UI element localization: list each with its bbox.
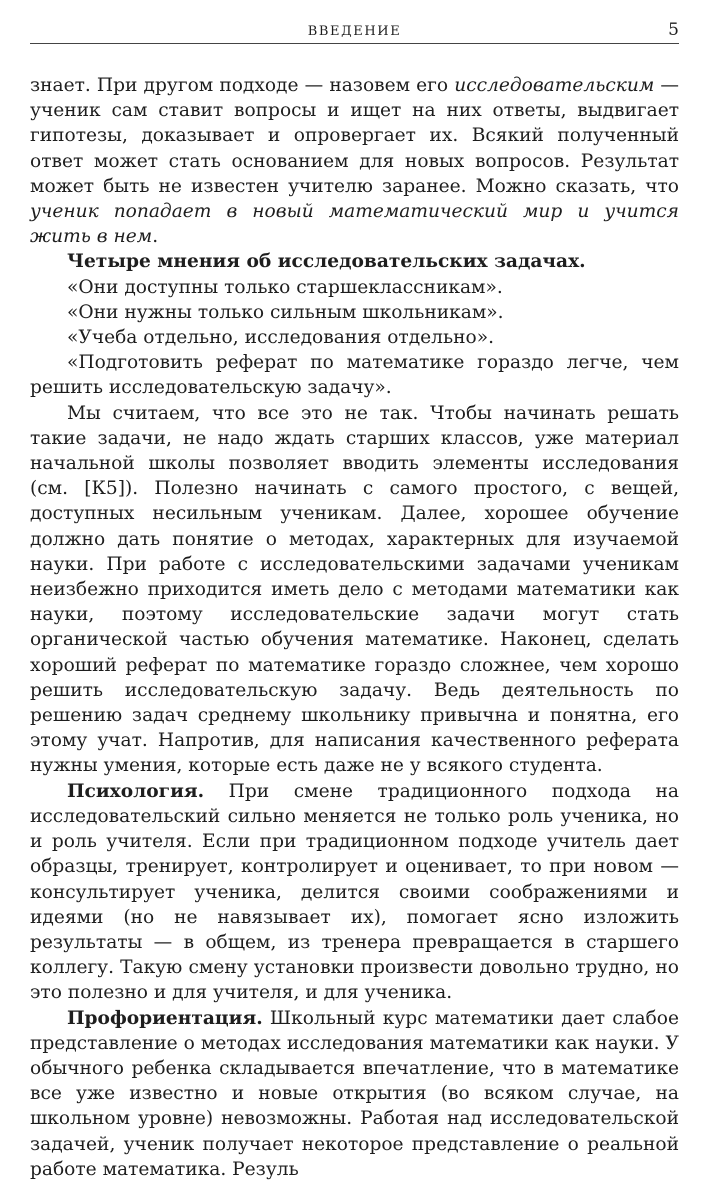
text-segment: Школьный курс математики дает слабое представление о методах исследования математики как науки. У обычного ребенка складывается впечатление, что в математике все уже известно и новые открытия (во всяком случае, на школьном уровне) невозможны. Работая над исследовательской задачей, ученик получает некоторое представление о реальной работе математика. Резуль xyxy=(30,1007,679,1180)
opinion-quote: «Учеба отдельно, исследования отдельно». xyxy=(67,327,494,349)
paragraph-psychology xyxy=(30,779,679,1006)
opinion-quote: «Они доступны только старшеклассникам». xyxy=(67,276,503,298)
paragraph-research-approach xyxy=(30,73,679,249)
opinion-quote: «Они нужны только сильным школьникам». xyxy=(67,301,504,323)
running-title: ВВЕДЕНИЕ xyxy=(307,24,402,39)
paragraph-rebuttal: Мы считаем, что все это не так. Чтобы начинать решать такие задачи, не надо ждать старших классов, уже материал начальной школы позволяет вводить элементы исследования (см. [К5]). Полезно начинать с самого простого, с вещей, доступных несильным ученикам. Далее, хорошее обучение должно дать понятие о методах, характерных для изучаемой науки. При работе с исследовательскими задачами ученикам неизбежно приходится иметь дело с методами математики как науки, поэтому исследовательские задачи могут стать органической частью обучения математике. Наконец, сделать хороший реферат по математике гораздо сложнее, чем хорошо решить исследовательскую задачу. Ведь деятельность по решению задач среднему школьнику привычна и понятна, его этому учат. Напротив, для написания качественного реферата нужны умения, которые есть даже не у всякого студента. xyxy=(30,402,679,777)
section-heading-four-opinions xyxy=(30,249,679,274)
italic-term: исследовательским xyxy=(454,75,655,96)
text-segment: знает. При другом подходе — назовем его xyxy=(30,75,455,96)
italic-phrase: ученик попадает в новый математический мир и учится жить в нем xyxy=(30,201,679,248)
bold-run-in-heading: Профориентация. xyxy=(67,1007,263,1029)
text-segment: При смене традиционного подхода на исследовательский сильно меняется не только роль ученика, но и роль учителя. Если при традиционном подходе учитель дает образцы, тренирует, контролирует и оценивает, то при новом — консультирует ученика, делится своими соображениями и идеями (но не навязывает их), помогает ясно изложить результаты — в общем, из тренера превращается в старшего коллегу. Такую смену установки произвести довольно трудно, но это полезно и для учителя, и для ученика. xyxy=(30,780,679,1004)
running-header xyxy=(30,21,679,44)
opinion-quote: «Подготовить реферат по математике гораздо легче, чем решить исследовательскую задачу». xyxy=(30,352,679,399)
page-number: 5 xyxy=(668,20,679,40)
bold-heading: Четыре мнения об исследовательских задачах. xyxy=(67,251,586,273)
paragraph-career-guidance xyxy=(30,1006,679,1182)
text-segment: — ученик сам ставит вопросы и ищет на них ответы, выдвигает гипотезы, доказывает и опровергает их. Всякий полученный ответ может стать основанием для новых вопросов. Результат может быть не известен учителю заранее. Можно сказать, что xyxy=(30,75,679,197)
text-segment: . xyxy=(152,226,159,248)
body-text xyxy=(30,73,679,1182)
bold-run-in-heading: Психология. xyxy=(67,780,205,802)
